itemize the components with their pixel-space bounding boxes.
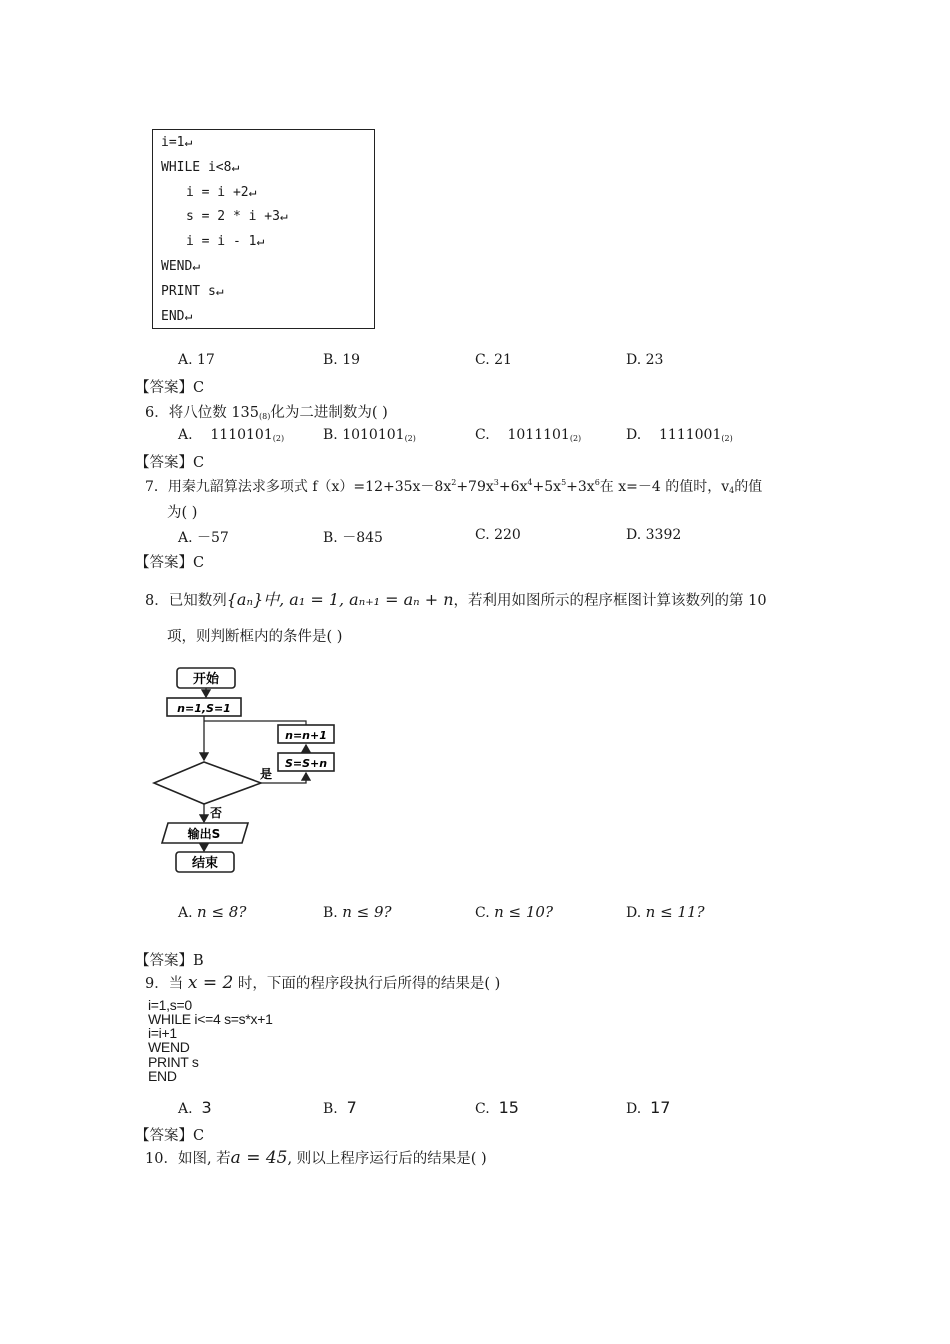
flow-update-text: S=S+n bbox=[284, 757, 328, 770]
code-line: WHILE i<8↵ bbox=[161, 160, 240, 175]
code-line: WEND bbox=[148, 1039, 190, 1055]
option-c: C. $1011101_{(2)}$ bbox=[475, 427, 582, 443]
question-10-stem: 10．如图, 若a = 45, 则以上程序运行后的结果是( ) bbox=[145, 1148, 487, 1168]
flow-no-label: 否 bbox=[210, 806, 223, 820]
code-box bbox=[152, 129, 375, 329]
option-b: B. 19 bbox=[323, 352, 361, 368]
option-a: A. －57 bbox=[178, 530, 229, 546]
stem-text: 化为二进制数为( ) bbox=[270, 405, 388, 421]
flow-init-text: n=1,S=1 bbox=[177, 702, 231, 715]
question-8-stem: 8．已知数列{aₙ}中, a₁ = 1, aₙ₊₁ = aₙ + n，若利用如图所示的程序框图计算该数列的第 10 bbox=[145, 590, 767, 609]
question-9-stem: 9．当 x = 2 时，下面的程序段执行后所得的结果是( ) bbox=[145, 973, 501, 993]
code-line: s = 2 * i +3↵ bbox=[186, 209, 288, 224]
option-b: B. n ≤ 9? bbox=[323, 903, 392, 921]
option-d: D. $1111001_{(2)}$ bbox=[626, 427, 733, 443]
code-line: i=1↵ bbox=[161, 135, 193, 150]
answer-7: 【答案】C bbox=[135, 555, 205, 571]
option-b: B. －845 bbox=[323, 530, 383, 546]
option-a: A. 3 bbox=[178, 1098, 212, 1117]
option-d: D. n ≤ 11? bbox=[626, 903, 705, 921]
question-7-stem-line2: 为( ) bbox=[167, 505, 198, 521]
flow-decision-diamond bbox=[154, 762, 261, 804]
code-line: PRINT s bbox=[148, 1054, 199, 1070]
option-d: D. 17 bbox=[626, 1098, 671, 1117]
option-b: B. 7 bbox=[323, 1098, 357, 1117]
answer-6: 【答案】C bbox=[135, 455, 205, 471]
flow-inc-text: n=n+1 bbox=[285, 729, 327, 742]
answer-9: 【答案】C bbox=[135, 1128, 205, 1144]
question-7-stem: 7．用秦九韶算法求多项式 $f(x)=12+35x-8x^2+79x^3+6x^4+5x^5+3x^6$在 x=－4 的值时，$v_4$的值 bbox=[145, 478, 763, 495]
option-c: C. 220 bbox=[475, 527, 521, 543]
option-a: A. 17 bbox=[178, 352, 215, 368]
option-d: D. 3392 bbox=[626, 527, 682, 543]
code-line: END bbox=[148, 1068, 177, 1084]
stem-text: 6．将八位数 135 bbox=[145, 405, 260, 421]
code-line: END↵ bbox=[161, 309, 193, 324]
option-c: C. 21 bbox=[475, 352, 512, 368]
answer-8: 【答案】B bbox=[135, 953, 204, 969]
code-line: i = i +2↵ bbox=[186, 185, 257, 200]
code-line: i=i+1 bbox=[148, 1025, 177, 1041]
base-subscript: (8) bbox=[259, 412, 271, 421]
option-b: B. $1010101_{(2)}$ bbox=[323, 427, 416, 443]
code-line: i=1,s=0 bbox=[148, 997, 192, 1013]
flow-yes-label: 是 bbox=[260, 767, 273, 781]
option-a: A. n ≤ 8? bbox=[178, 903, 247, 921]
flow-output-text: 输出S bbox=[187, 827, 221, 841]
answer-5: 【答案】C bbox=[135, 380, 205, 396]
code-line: PRINT s↵ bbox=[161, 284, 224, 299]
flow-end-text: 结束 bbox=[191, 856, 219, 871]
code-line: WHILE i<=4 s=s*x+1 bbox=[148, 1011, 273, 1027]
sequence-formula: {aₙ}中, a₁ = 1, aₙ₊₁ = aₙ + n bbox=[226, 590, 454, 609]
option-a: A. $1110101_{(2)}$ bbox=[178, 427, 285, 443]
code-line: WEND↵ bbox=[161, 259, 201, 274]
question-6-stem bbox=[145, 401, 388, 422]
option-c: C. n ≤ 10? bbox=[475, 903, 554, 921]
flowchart bbox=[150, 662, 350, 877]
flow-start-text: 开始 bbox=[192, 672, 220, 687]
code-line: i = i - 1↵ bbox=[186, 234, 265, 249]
question-8-stem-line2: 项，则判断框内的条件是( ) bbox=[167, 629, 343, 645]
option-c: C. 15 bbox=[475, 1098, 519, 1117]
option-d: D. 23 bbox=[626, 352, 664, 368]
